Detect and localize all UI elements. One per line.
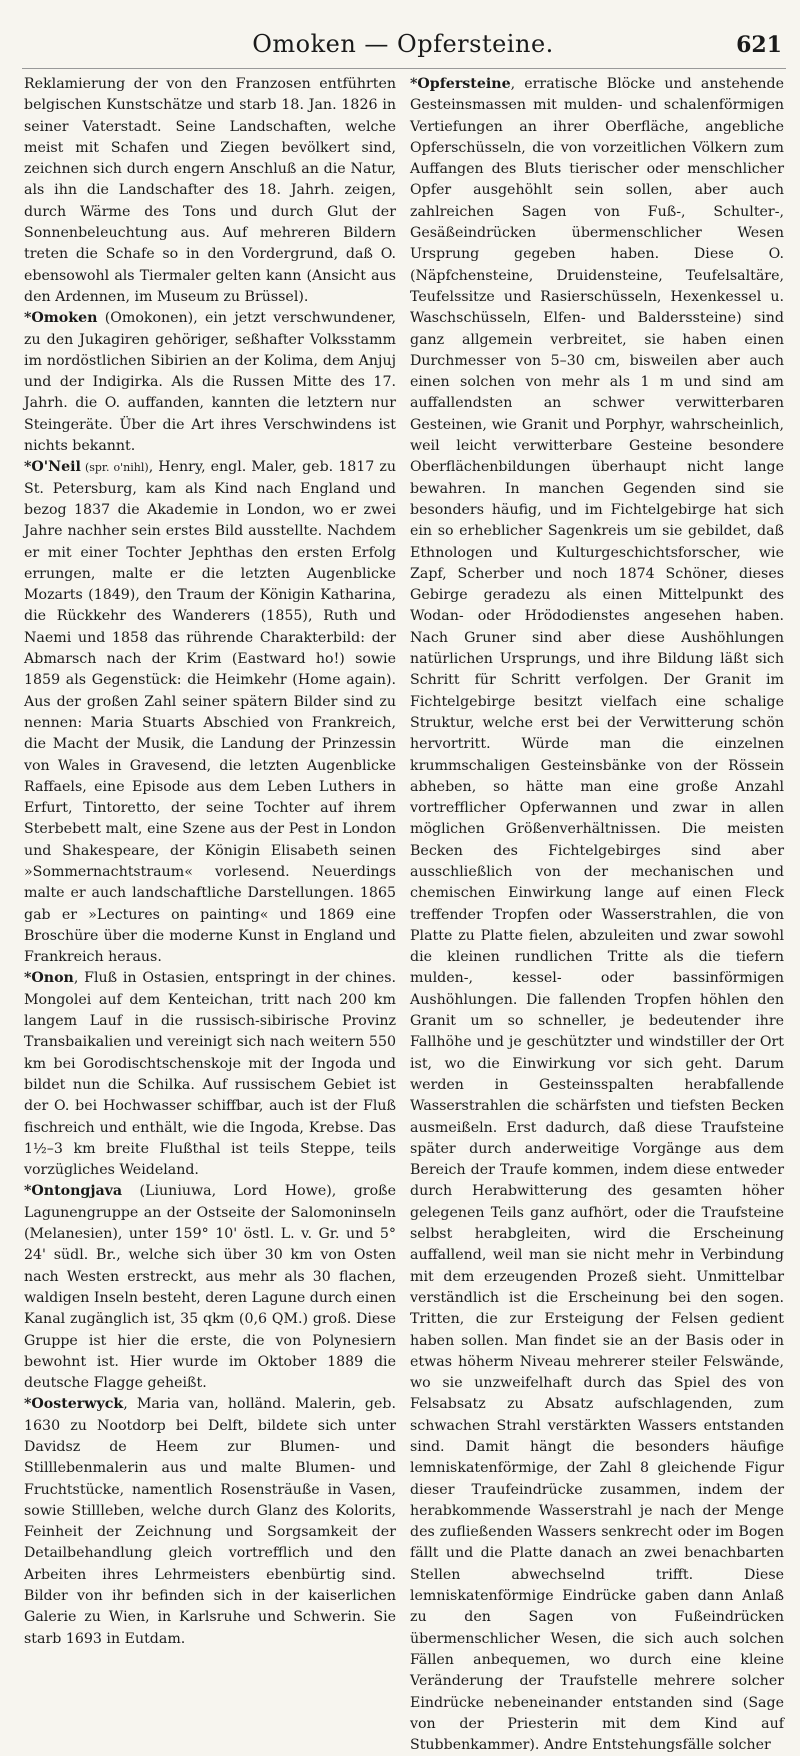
entry-oosterwyck <box>24 1394 396 1650</box>
entry-body: , Henry, engl. Maler, geb. 1817 zu St. Petersburg, kam als Kind nach England und bezog 1837 die Akademie in London, wo er zwei Jahre nachher sein erstes Bild ausstellte. Nachdem er mit einer Tochter Jephthas den ersten Erfolg errungen, malte er die letzten Augenblicke Mozarts (1849), den Traum der Königin Katharina, die Rückkehr des Wanderers (1855), Ruth und Naemi und 1858 das rührende Charakterbild: der Abmarsch nach der Krim (Eastward ho!) sowie 1859 als Gegenstück: die Heimkehr (Home again). Aus der großen Zahl seiner spätern Bilder sind zu nennen: Maria Stuarts Abschied von Frankreich, die Macht der Musik, die Landung der Prinzessin von Wales in Gravesend, die letzten Augenblicke Raffaels, eine Episode aus dem Leben Luthers in Erfurt, Tintoretto, der seine Tochter auf ihrem Sterbebett malt, eine Szene aus der Pest in London und Shakespeare, der Königin Elisabeth seinen »Sommernachtstraum« vorlesend. Neuerdings malte er auch landschaftliche Darstellungen. 1865 gab er »Lectures on painting« und 1869 eine Broschüre über die moderne Kunst in England und Frankreich heraus. <box>24 459 397 966</box>
headword: Onon <box>31 970 74 987</box>
header-rule <box>22 68 786 69</box>
headword: O'Neil <box>31 459 81 476</box>
right-column <box>410 74 784 1754</box>
continuation-text: Reklamierung der von den Franzosen entführten belgischen Kunstschätze und starb 18. Jan. 1826 in seiner Vaterstadt. Seine Landschaften, welche meist mit Schafen und Ziegen bevölkert sind, zeichnen sich durch engern Anschluß an die Natur, als ihn die Landschafter des 18. Jahrh. zeigen, durch Wärme des Tons und durch Glut der Sonnenbeleuchtung aus. Auf mehreren Bildern treten die Schafe so in den Vordergrund, daß O. ebensowohl als Tiermaler gelten kann (Ansicht aus den Ardennen, im Museum zu Brüssel). <box>24 76 396 305</box>
entry-opfersteine <box>410 74 784 1756</box>
page-header <box>22 30 784 66</box>
entry-asterisk: * <box>24 1396 32 1413</box>
pronunciation: (spr. o'nihl) <box>80 461 149 475</box>
entry-onon <box>24 968 396 1181</box>
entry-body: , erratische Blöcke und anstehende Gesteinsmassen mit mulden- und schalenförmigen Vertiefungen an ihrer Oberfläche, angebliche Opferschüsseln, die von vorzeitlichen Völkern zum Auffangen des Bluts tierischer oder menschlicher Opfer ausgehöhlt sein sollen, aber auch zahlreichen Sagen von Fuß-, Schulter-, Gesäßeindrücken übermenschlicher Wesen Ursprung gegeben haben. Diese O. (Näpfchensteine, Druidensteine, Teufelsaltäre, Teufelssitze und Rasierschüsseln, Hexenkessel u. Waschschüsseln, Elfen- und Balderssteine) sind ganz allgemein verbreitet, sie haben einen Durchmesser von 5–30 cm, bisweilen aber auch einen solchen von mehr als 1 m und sind am auffallendsten an schwer verwitterbaren Gesteinen, wie Granit und Porphyr, wahrscheinlich, weil leicht verwitterbare Gesteine besondere Oberflächenbildungen überhaupt nicht lange bewahren. In manchen Gegenden sind sie besonders häufig, und im Fichtelgebirge hat sich ein so erheblicher Sagenkreis um sie gebildet, daß Ethnologen und Kulturgeschichtsforscher, wie Zapf, Scherber und noch 1874 Schöner, dieses Gebirge geradezu als einen Mittelpunkt des Wodan- oder Hrödodienstes angesehen haben. Nach Gruner sind aber diese Aushöhlungen natürlichen Ursprungs, und ihre Bildung läßt sich Schritt für Schritt verfolgen. Der Granit im Fichtelgebirge besitzt vielfach eine schalige Struktur, welche erst bei der Verwitterung schön hervortritt. Würde man die einzelnen krummschaligen Gesteinsbänke von der Rössein abheben, so hätte man eine große Anzahl vortrefflicher Opferwannen und zwar in allen möglichen Größenverhältnissen. Die meisten Becken des Fichtelgebirges sind aber ausschließlich von der mechanischen und chemischen Einwirkung lange auf einen Fleck treffender Tropfen oder Wasserstrahlen, die von Platte zu Platte fielen, abzuleiten und zwar sowohl die kleinen rundlichen Tritte als die tiefern mulden-, kessel- oder bassinförmigen Aushöhlungen. Die fallenden Tropfen höhlen den Granit um so schneller, je bedeutender ihre Fallhöhe und je geschützter und windstiller der Ort ist, wo die Einwirkung vor sich geht. Darum werden in Gesteinsspalten herabfallende Wasserstrahlen die schärfsten und tiefsten Becken ausmeißeln. Erst dadurch, daß diese Traufsteine später durch anderweitige Vorgänge aus dem Bereich der Traufe kommen, indem diese entweder durch Herabwitterung des gesamten höher gelegenen Teils ganz aufhört, oder die Traufsteine selbst herabgleiten, wird die Erscheinung auffallend, weil man sie nicht mehr in Verbindung mit dem erzeugenden Prozeß sieht. Unmittelbar verständlich ist die Erscheinung bei den sogen. Tritten, die zur Ersteigung der Felsen gedient haben sollen. Man findet sie an der Basis oder in etwas höherm Niveau mehrerer steiler Felswände, wo sie unzweifelhaft durch das Spiel des von Felsabsatz zu Absatz aufschlagenden, zum schwachen Strahl verstärkten Wassers entstanden sind. Damit hängt die besonders häufige lemniskatenförmige, der Zahl 8 gleichende Figur dieser Traufeindrücke zusammen, indem der herabkommende Wasserstrahl je nach der Menge des zufließenden Wassers senkrecht oder im Bogen fällt und die Platte danach an zwei benachbarten Stellen abwechselnd trifft. Diese lemniskatenförmige Eindrücke gaben dann Anlaß zu den Sagen von Fußeindrücken übermenschlicher Wesen, die sich auch solchen Fällen anbequemen, wo durch eine kleine Veränderung der Traufstelle mehrere solcher Eindrücke nebeneinander entstanden sind (Sage von der Priesterin mit dem Kind auf Stubbenkammer). Andre Entstehungsfälle solcher <box>410 76 784 1754</box>
page-number: 621 <box>736 32 782 58</box>
entry-body: , Fluß in Ostasien, entspringt in der chines. Mongolei auf dem Kenteichan, tritt nach 200 km langem Lauf in die russisch-sibirische Provinz Transbaikalien und vereinigt sich nach weitern 550 km bei Gorodischtschenskoje mit der Ingoda und bildet nun die Schilka. Auf russischem Gebiet ist der O. bei Hochwasser schiffbar, auch ist der Fluß fischreich und enthält, wie die Ingoda, Krebse. Das 1½–3 km breite Flußthal ist teils Steppe, teils vorzügliches Weideland. <box>24 970 396 1179</box>
entry-omoken <box>24 308 396 457</box>
headword: Oosterwyck <box>31 1396 124 1413</box>
running-title: Omoken — Opfersteine. <box>252 30 554 58</box>
entry-body: (Liuniuwa, Lord Howe), große Lagunengruppe an der Ostseite der Salomoninseln (Melanesien), unter 159° 10' östl. L. v. Gr. und 5° 24' südl. Br., welche sich über 30 km von Osten nach Westen erstreckt, aus mehr als 30 flachen, waldigen Inseln besteht, deren Lagune durch einen Kanal zugänglich ist, 35 qkm (0,6 QM.) groß. Diese Gruppe ist hier die erste, die von Polynesiern bewohnt ist. Hier wurde im Oktober 1889 die deutsche Flagge geheißt. <box>24 1183 396 1392</box>
entry-ontongjava <box>24 1181 396 1394</box>
headword: Ontongjava <box>31 1183 123 1200</box>
entry-asterisk: * <box>410 76 418 92</box>
entry-asterisk: * <box>24 970 32 987</box>
headword: Omoken <box>31 310 98 327</box>
entry-oneil <box>24 457 396 968</box>
entry-body: , Maria van, holländ. Malerin, geb. 1630 zu Nootdorp bei Delft, bildete sich unter Davidsz de Heem zur Blumen- und Stilllebenmalerin aus und malte Blumen- und Fruchtstücke, namentlich Rosensträuße in Vasen, sowie Stillleben, welche durch Glanz des Kolorits, Feinheit der Zeichnung und Sorgsamkeit der Detailbehandlung gleich vortrefflich und den Arbeiten ihres Lehrmeisters ebenbürtig sind. Bilder von ihr befinden sich in der kaiserlichen Galerie zu Wien, in Karlsruhe und Schwerin. Sie starb 1693 in Eutdam. <box>24 1396 396 1647</box>
entry-body: (Omokonen), ein jetzt verschwundener, zu den Jukagiren gehöriger, seßhafter Volksstamm im nordöstlichen Sibirien an der Kolima, dem Anjuj und der Indigirka. Als die Russen Mitte des 17. Jahrh. die O. auffanden, kannten die letztern nur Steingeräte. Über die Art ihres Verschwindens ist nichts bekannt. <box>24 310 396 455</box>
headword: Opfersteine <box>417 76 511 92</box>
entry-asterisk: * <box>24 310 32 327</box>
left-column <box>24 74 397 1647</box>
entry-asterisk: * <box>24 1183 32 1200</box>
entry-asterisk: * <box>24 459 32 476</box>
